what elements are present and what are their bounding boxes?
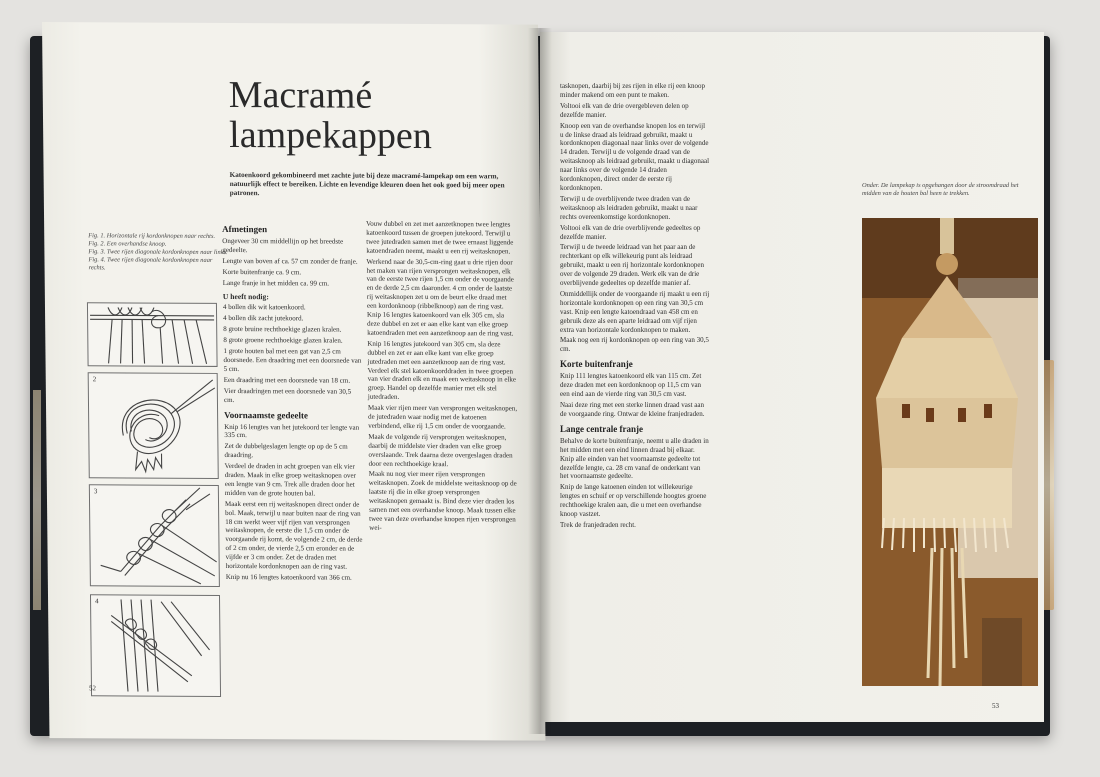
figure-3-knot-diagram	[89, 484, 220, 587]
figure-caption: Fig. 3. Twee rijen diagonale kordonknopen naar links.	[88, 248, 228, 256]
paragraph: Lengte van boven af ca. 57 cm zonder de franje.	[222, 256, 358, 266]
page-edges-left	[33, 390, 41, 610]
paragraph: Maak de volgende rij versprongen weitasknopen, daarbij de middelste vier draden van elke groep overslaande. Trek daarna deze overgeslagen draden door een rechthoekige kraal.	[368, 432, 513, 468]
figure-captions	[88, 232, 228, 273]
paragraph: Vier draadringen met een doorsnede van 30,5 cm.	[223, 386, 352, 404]
figure-2-knot-diagram	[88, 372, 219, 479]
paragraph: 4 bollen dik wit katoenkoord.	[222, 303, 306, 312]
book-gutter	[528, 28, 552, 734]
diagonal-knots-left-illustration	[90, 485, 219, 586]
paragraph: Knoop een van de overhandse knopen los en terwijl u de linkse draad als leidraad gebruikt, maakt u kordonknopen diagonaal naar links over de volgende 14 draden. Terwijl u de volgende draad van de weitasknoop als leidraad gebruikt, maakt u diagonaal naar links over de volgende 14 draden kordonknopen, direct onder de eerste rij kordonknopen.	[560, 121, 710, 192]
paragraph: Maak nog een rij kordonknopen op een ring van 30,5 cm.	[560, 336, 709, 354]
paragraph: Terwijl u de tweede leidraad van het paar aan de rechterkant op elk willekeurig punt als leidraad gebruikt, maakt u een rij horizontale kordonknopen over de volgende 29 draden. Werk elk van de drie overblijvende gedeeltes op dezelfde manier af.	[560, 243, 705, 288]
figure-caption: Fig. 4. Twee rijen diagonale kordonknopen naar rechts.	[88, 256, 213, 272]
paragraph: Een draadring met een doorsnede van 18 cm.	[223, 375, 351, 385]
paragraph: Maak vier rijen meer van versprongen weitasknopen, de jutedraden waar nodig met de katoenen verbindend, elke rij 1,5 cm onder de voorgaande.	[367, 403, 518, 431]
paragraph: Knip 111 lengtes katoenkoord elk van 115 cm. Zet deze draden met een kordonknoop op 11,5 cm van een eind aan de vierde ring van 30,5 cm vast.	[560, 372, 702, 399]
paragraph: 1 grote houten bal met een gat van 2,5 cm doorsnede. Een draadring met een doorsnede van 5 cm.	[223, 347, 362, 373]
text-column-3	[560, 82, 710, 532]
figure-caption: Fig. 1. Horizontale rij kordonknopen naar rechts.	[88, 232, 216, 240]
paragraph: Terwijl u de overblijvende twee draden van de weitasknoop als leidraden gebruikt, maakt u naar rechts overeenkomstige kordonknopen.	[560, 194, 698, 221]
paragraph: 8 grote groene rechthoekige glazen kralen.	[223, 336, 343, 345]
text-column-2	[366, 220, 519, 536]
figure-number: 4	[95, 597, 99, 606]
paragraph: Naai deze ring met een sterke linnen draad vast aan de voorgaande ring. Ontwar de kleine franjedraden.	[560, 401, 705, 418]
paragraph: Knip nu 16 lengtes katoenkoord van 366 cm.	[225, 572, 352, 582]
paragraph: Zet de dubbelgeslagen lengte op op de 5 cm draadring.	[224, 442, 348, 460]
paragraph: Voltooi elk van de drie overgebleven delen op dezelfde manier.	[560, 101, 689, 119]
paragraph: Vouw dubbel en zet met aanzetknopen twee lengtes katoenkoord tussen de groepen jutekoord. Terwijl u twee jutedraden samen met de twee ernaast liggende katoendraden neemt, maakt u een rij weitasknopen.	[366, 219, 514, 256]
paragraph: Voltooi elk van de drie overblijvende gedeeltes op dezelfde manier.	[560, 223, 701, 241]
section-heading: U heeft nodig:	[222, 291, 269, 301]
paragraph: Knip 16 lengtes van het jutekoord ter lengte van 335 cm.	[224, 422, 360, 440]
paragraph: Werkend naar de 30,5-cm-ring gaat u drie rijen door het maken van rijen versprongen weitasknopen, elk van de eerste twee rijen 1,5 cm onder de voorgaande en de derde 2,5 cm daaronder. 4 cm onder de laatste rij weitasknopen zet u om de beurt elke draad met een kordonknoop (ribbelknoop) aan de ring vast. Knip 16 lengtes katoenkoord van elk 305 cm, sla deze dubbel en zet er aan elke kant van elke groep katoendraden met een aanzetknoop aan de ring vast.	[366, 257, 514, 338]
paragraph: Lange franje in het midden ca. 99 cm.	[222, 278, 330, 288]
right-page	[540, 32, 1044, 722]
overhand-knot-illustration	[89, 373, 218, 478]
paragraph: Verdeel de draden in acht groepen van elk vier draden. Maak in elke groep weitasknopen over een lengte van 9 cm. Trek alle draden door het midden van de grote houten bal.	[224, 462, 356, 498]
macrame-lampshade-image	[862, 218, 1038, 686]
diagonal-knots-right-illustration	[88, 595, 220, 696]
paragraph: tasknopen, daarbij bij zes rijen in elke rij een knoop minder makend om een punt te maken.	[560, 82, 706, 99]
page-number: 53	[992, 702, 999, 710]
paragraph: 4 bollen dik zacht jutekoord.	[223, 314, 304, 323]
photo-caption: Onder. De lampekap is opgehangen door de stroomdraad het midden van de houten bal heen te trekken.	[862, 182, 1019, 197]
figure-number: 2	[92, 375, 97, 384]
text-column-1	[222, 219, 364, 585]
section-heading: Afmetingen	[222, 223, 268, 235]
intro-paragraph: Katoenkoord gekombineerd met zachte jute bij deze macramé-lampekap om een warm, natuurlijk effect te bereiken. Lichte en levendige kleuren doen het ook goed bij meer open patronen.	[229, 170, 505, 198]
figure-number: 3	[93, 487, 98, 496]
title-line-1: Macramé	[228, 73, 373, 117]
paragraph: Korte buitenfranje ca. 9 cm.	[222, 267, 302, 277]
paragraph: Maak eerst een rij weitasknopen direct onder de bol. Maak, terwijl u naar buiten naar de ring van 18 cm werkt weer vijf rijen van versprongen weitasknopen, de eerste die 1,5 cm onder de voorgaande rij komt, de volgende 2 cm, de derde of 2 cm onder, de vierde 2,5 cm eronder en de vijfde er 3 cm onder. Zet de draden met horizontale kordonknopen aan de ring vast.	[224, 499, 363, 571]
paragraph: Onmiddellijk onder de voorgaande rij maakt u een rij horizontale kordonknopen op een ring van 30,5 cm vast. Knip een lengte katoendraad van 458 cm en gebruik deze als een aparte leidraad om vijf rijen extra van horizontale kordonknopen te maken.	[560, 289, 710, 334]
section-heading: Korte buitenfranje	[560, 359, 633, 370]
section-heading: Voornaamste gedeelte	[224, 409, 309, 420]
left-page	[42, 22, 545, 741]
lampshade-photo	[862, 218, 1038, 686]
page-number: 52	[88, 684, 97, 693]
figure-caption: Fig. 2. Een overhandse knoop.	[88, 240, 167, 248]
section-heading: Lange centrale franje	[560, 423, 643, 434]
paragraph: Knip de lange katoenen einden tot willekeurige lengtes en schuif er op verschillende hoogtes groene rechthoekige kralen aan, die u met een overhandse knoop vastzet.	[560, 483, 707, 519]
paragraph: Trek de franjedraden recht.	[560, 520, 636, 529]
paragraph: Knip 16 lengtes jutekoord van 305 cm, sla deze dubbel en zet er aan elke kant van elke groep jutedraden met een aanzetknoop aan de ring vast. Verdeel elk stel katoenkoorddraden in twee groepen van vier draden elk en maak een weitasknoop in elke groep. Handel op dezelfde manier met elk stel jutedraden.	[367, 339, 517, 402]
figure-1-knot-diagram	[87, 302, 218, 367]
paragraph: Behalve de korte buitenfranje, neemt u alle draden in het midden met een eind linnen draad bij elkaar. Knip alle einden van het voornaamste gedeelte tot dezelfde lengte, ca. 28 cm vanaf de onderkant van het voornaamste gedeelte.	[560, 436, 709, 481]
paragraph: 8 grote bruine rechthoekige glazen kralen.	[223, 325, 342, 334]
title-line-2: lampekappen	[228, 113, 432, 158]
figure-4-knot-diagram	[90, 594, 221, 697]
horizontal-cord-knot-illustration	[88, 303, 217, 366]
paragraph: Ongeveer 30 cm middellijn op het breedste gedeelte.	[222, 236, 344, 254]
page-title	[229, 75, 432, 156]
paragraph: Maak nu nog vier meer rijen versprongen weitasknopen. Zoek de middelste weitasknoop op de laatste rij die in elke groep versprongen weitasknopen gemaakt is. Bind deze vier draden los samen met een overhandse knoop. Maak tussen elke twee van deze overhandse knopen rijen versprongen wei-	[368, 470, 517, 532]
